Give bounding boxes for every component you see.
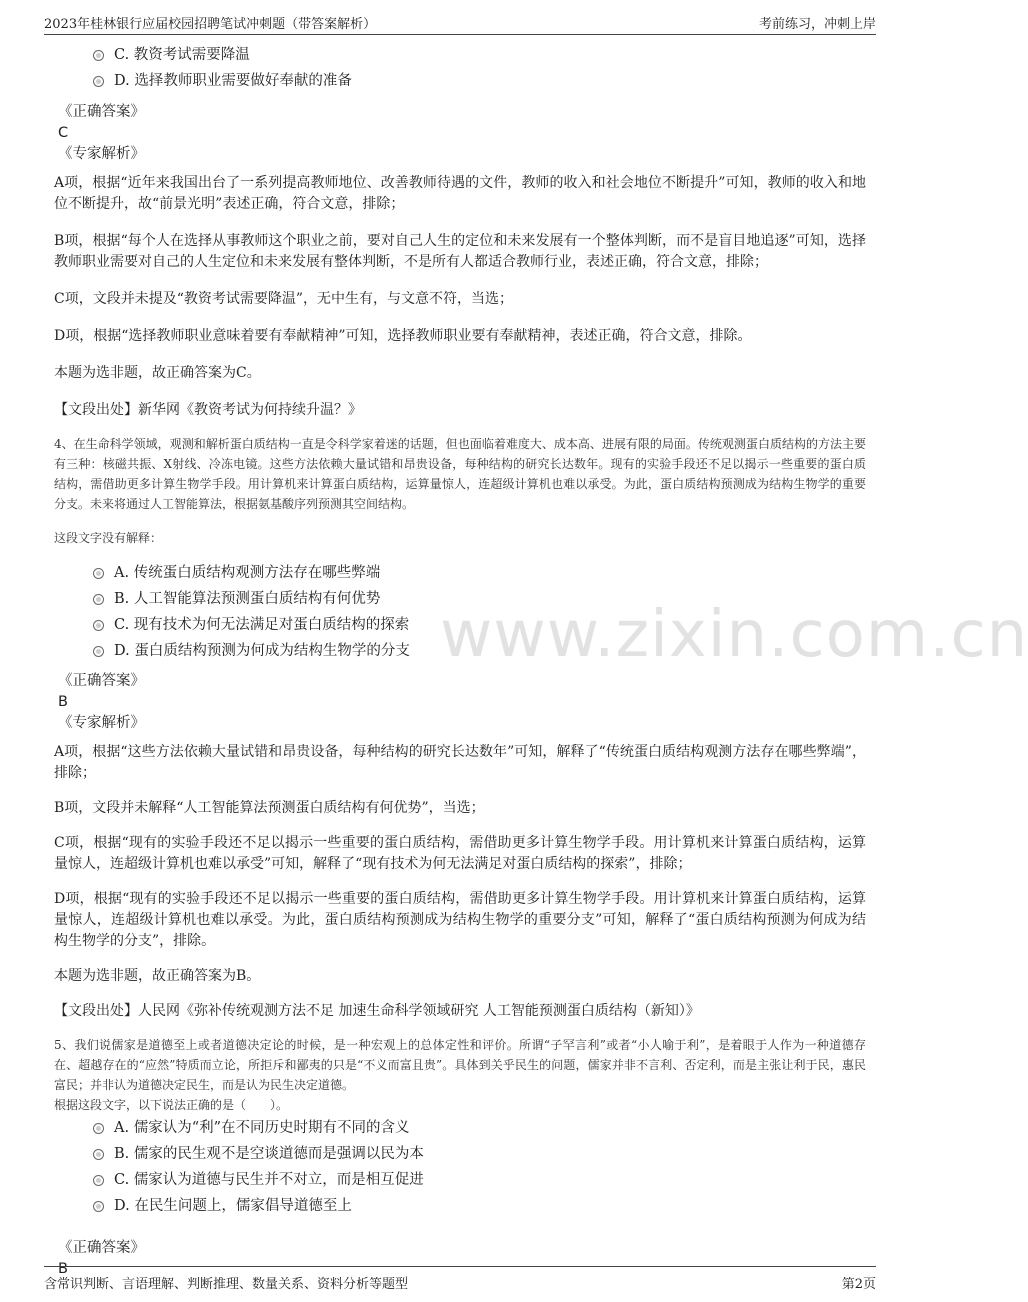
analysis-paragraph: C项，根据“现有的实验手段还不足以揭示一些重要的蛋白质结构，需借助更多计算生物学手段。用计算机来计算蛋白质结构，运算量惊人，连超级计算机也难以承受”可知，解释了“现有技术为何无法满足对蛋白质结构的探索”，排除； xyxy=(54,835,866,872)
option-text: 儒家的民生观不是空谈道德而是强调以民为本 xyxy=(133,1146,424,1162)
q5-option-a[interactable] xyxy=(54,1115,866,1141)
q5-option-b[interactable] xyxy=(54,1141,866,1167)
analysis-paragraph: D项，根据“现有的实验手段还不足以揭示一些重要的蛋白质结构，需借助更多计算生物学手段。用计算机来计算蛋白质结构，运算量惊人，连超级计算机也难以承受。为此，蛋白质结构预测成为结构生物学的重要分支”可知，解释了“蛋白质结构预测为何成为结构生物学的分支”，排除。 xyxy=(54,891,866,949)
q3-analysis xyxy=(54,173,866,384)
analysis-paragraph: A项，根据“近年来我国出台了一系列提高教师地位、改善教师待遇的文件，教师的收入和社会地位不断提升”可知，教师的收入和地位不断提升，故“前景光明”表述正确，符合文意，排除； xyxy=(54,175,866,212)
analysis-paragraph: B项，文段并未解释“人工智能算法预测蛋白质结构有何优势”，当选； xyxy=(54,800,485,816)
radio-icon[interactable] xyxy=(93,1201,104,1212)
q4-option-b[interactable] xyxy=(54,586,866,612)
radio-icon[interactable] xyxy=(93,594,104,605)
q4-option-a[interactable] xyxy=(54,560,866,586)
q5-option-d[interactable] xyxy=(54,1193,866,1219)
option-text: 人工智能算法预测蛋白质结构有何优势 xyxy=(133,591,381,607)
option-text: 选择教师职业需要做好奉献的准备 xyxy=(134,73,352,89)
header-slogan: 考前练习，冲刺上岸 xyxy=(758,17,876,32)
q5-question: 5、我们说儒家是道德至上或者道德决定论的时候，是一种宏观上的总体定性和评价。所谓“子罕言利”或者“小人喻于利”，是着眼于人作为一种道德存在、超越存在的“应然”特质而立论，所拒斥和鄙夷的只是“不义而富且贵”。具体到关乎民生的问题，儒家并非不言利、否定利，而是主张让利于民，惠民富民；并非认为道德决定民生，而是认为民生决定道德。 xyxy=(54,1038,866,1092)
answer-value: C xyxy=(58,125,69,141)
watermark: www.zixin.com.cn xyxy=(440,598,1028,672)
q4-analysis xyxy=(54,742,866,987)
analysis-paragraph: B项，根据“每个人在选择从事教师这个职业之前，要对自己人生的定位和未来发展有一个整体判断，而不是盲目地追逐”可知，选择教师职业需要对自己的人生定位和未来发展有整体判断，不是所有人都适合教师行业，表述正确，符合文意，排除； xyxy=(54,233,866,270)
radio-icon[interactable] xyxy=(93,50,104,61)
footer-topics: 含常识判断、言语理解、判断推理、数量关系、资料分析等题型 xyxy=(44,1277,409,1292)
answer-label: 《正确答案》 xyxy=(58,104,145,120)
option-text: 在民生问题上，儒家倡导道德至上 xyxy=(134,1198,352,1214)
option-text: 儒家认为道德与民生并不对立，而是相互促进 xyxy=(133,1172,424,1188)
analysis-conclusion: 本题为选非题，故正确答案为C。 xyxy=(54,365,261,381)
source-citation: 【文段出处】人民网《弥补传统观测方法不足 加速生命科学领域研究 人工智能预测蛋白质结构（新知）》 xyxy=(54,1003,700,1019)
option-letter: B. xyxy=(114,591,130,607)
option-letter: A. xyxy=(114,565,130,581)
option-letter: D. xyxy=(114,1198,130,1214)
analysis-paragraph: A项，根据“这些方法依赖大量试错和昂贵设备，每种结构的研究长达数年”可知，解释了“传统蛋白质结构观测方法存在哪些弊端”，排除； xyxy=(54,744,866,781)
answer-value: B xyxy=(58,694,68,710)
radio-icon[interactable] xyxy=(93,1123,104,1134)
q3-options xyxy=(54,42,866,94)
option-text: 蛋白质结构预测为何成为结构生物学的分支 xyxy=(134,643,410,659)
page-content xyxy=(54,40,866,1279)
page-number: 第2页 xyxy=(841,1277,876,1292)
radio-icon[interactable] xyxy=(93,646,104,657)
analysis-label: 《专家解析》 xyxy=(58,146,145,162)
q4-options xyxy=(54,560,866,664)
option-text: 教资考试需要降温 xyxy=(133,47,250,63)
option-letter: B. xyxy=(114,1146,130,1162)
option-text: 现有技术为何无法满足对蛋白质结构的探索 xyxy=(133,617,410,633)
q5-prompt: 根据这段文字，以下说法正确的是（ ）。 xyxy=(54,1098,289,1112)
q3-option-d[interactable] xyxy=(54,68,866,94)
source-citation: 【文段出处】新华网《教资考试为何持续升温？》 xyxy=(54,402,362,418)
analysis-paragraph: C项，文段并未提及“教资考试需要降温”，无中生有，与文意不符，当选； xyxy=(54,291,514,307)
answer-label: 《正确答案》 xyxy=(58,673,145,689)
radio-icon[interactable] xyxy=(93,1175,104,1186)
option-letter: A. xyxy=(114,1120,130,1136)
q5-option-c[interactable] xyxy=(54,1167,866,1193)
document-title: 2023年桂林银行应届校园招聘笔试冲刺题（带答案解析） xyxy=(44,17,377,32)
q4-prompt: 这段文字没有解释： xyxy=(54,531,163,545)
answer-label: 《正确答案》 xyxy=(58,1240,145,1256)
radio-icon[interactable] xyxy=(93,620,104,631)
answer-value: B xyxy=(58,1261,68,1277)
radio-icon[interactable] xyxy=(93,568,104,579)
page-footer xyxy=(44,1266,876,1293)
option-text: 儒家认为“利”在不同历史时期有不同的含义 xyxy=(133,1120,410,1136)
analysis-paragraph: D项，根据“选择教师职业意味着要有奉献精神”可知，选择教师职业要有奉献精神，表述正确，符合文意，排除。 xyxy=(54,328,752,344)
page-header xyxy=(44,10,876,35)
radio-icon[interactable] xyxy=(93,1149,104,1160)
radio-icon[interactable] xyxy=(93,76,104,87)
option-letter: C. xyxy=(114,47,130,63)
q5-options xyxy=(54,1115,866,1219)
option-letter: D. xyxy=(114,643,130,659)
option-letter: D. xyxy=(114,73,130,89)
q3-option-c[interactable] xyxy=(54,42,866,68)
q4-option-c[interactable] xyxy=(54,612,866,638)
option-text: 传统蛋白质结构观测方法存在哪些弊端 xyxy=(133,565,381,581)
option-letter: C. xyxy=(114,1172,130,1188)
option-letter: C. xyxy=(114,617,130,633)
analysis-label: 《专家解析》 xyxy=(58,715,145,731)
q4-question: 4、在生命科学领域，观测和解析蛋白质结构一直是令科学家着迷的话题，但也面临着难度大、成本高、进展有限的局面。传统观测蛋白质结构的方法主要有三种：核磁共振、X射线、冷冻电镜。这些方法依赖大量试错和昂贵设备，每种结构的研究长达数年。现有的实验手段还不足以揭示一些重要的蛋白质结构，需借助更多计算生物学手段。用计算机来计算蛋白质结构，运算量惊人，连超级计算机也难以承受。为此，蛋白质结构预测成为结构生物学的重要分支。未来将通过人工智能算法，根据氨基酸序列预测其空间结构。 xyxy=(54,437,866,511)
analysis-conclusion: 本题为选非题，故正确答案为B。 xyxy=(54,968,261,984)
q4-option-d[interactable] xyxy=(54,638,866,664)
